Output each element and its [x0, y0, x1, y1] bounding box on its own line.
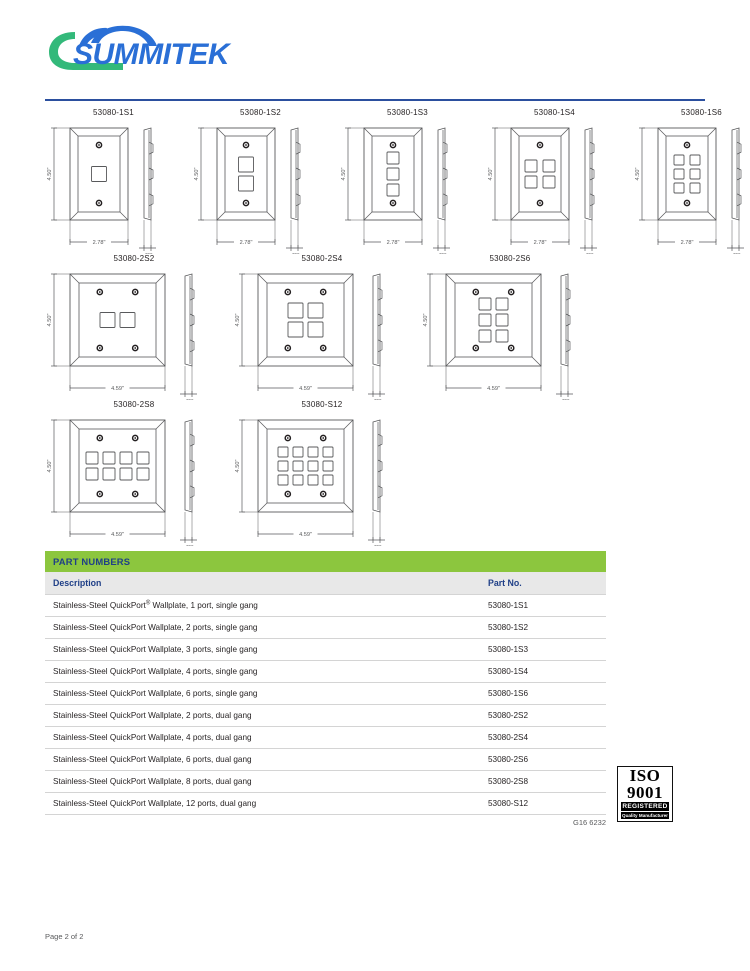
table-row — [45, 727, 606, 749]
iso-label: ISO — [629, 766, 661, 785]
part-numbers-caption: PART NUMBERS — [45, 551, 606, 572]
drawing-title: 53080-1S1 — [93, 108, 134, 117]
svg-text:4.50": 4.50" — [47, 167, 53, 181]
cell-description: Stainless-Steel QuickPort Wallplate, 3 ports, single gang — [45, 639, 482, 661]
registered-trademark-symbol: ® — [145, 600, 151, 607]
svg-text:2.78": 2.78" — [386, 240, 400, 246]
cell-part-no: 53080-2S8 — [482, 771, 606, 793]
iso-registered-label: REGISTERED — [622, 803, 668, 810]
table-row — [45, 639, 606, 661]
drawing-figure — [334, 120, 481, 254]
cell-part-no: 53080-2S4 — [482, 727, 606, 749]
svg-text:4.59": 4.59" — [487, 386, 500, 392]
table-row — [45, 749, 606, 771]
table-row — [45, 793, 606, 815]
wallplate-drawing-53080-1S6 — [628, 108, 750, 254]
drawing-figure — [228, 266, 416, 400]
summitek-logo — [45, 22, 325, 74]
drawing-row — [40, 108, 722, 254]
page-number-footer: Page 2 of 2 — [45, 932, 84, 941]
iso-9001-badge — [617, 766, 673, 822]
svg-text:4.50": 4.50" — [341, 167, 347, 181]
cell-description: Stainless-Steel QuickPort Wallplate, 4 ports, dual gang — [45, 727, 482, 749]
table-row — [45, 661, 606, 683]
svg-text:4.50": 4.50" — [235, 313, 241, 327]
svg-text:4.59": 4.59" — [111, 386, 124, 392]
wallplate-drawing-53080-2S2 — [40, 254, 228, 400]
wallplate-drawing-53080-1S3 — [334, 108, 481, 254]
cell-part-no: 53080-1S4 — [482, 661, 606, 683]
drawing-title: 53080-2S6 — [489, 254, 531, 263]
cell-description: Stainless-Steel QuickPort Wallplate, 2 ports, dual gang — [45, 705, 482, 727]
svg-text:2.78": 2.78" — [92, 240, 106, 246]
column-header-description: Description — [45, 572, 482, 595]
drawing-title: 53080-2S2 — [113, 254, 155, 263]
svg-text:4.50": 4.50" — [635, 167, 641, 181]
svg-text:.45" — [184, 545, 194, 546]
table-row — [45, 617, 606, 639]
drawing-row — [40, 254, 710, 400]
svg-text:4.50": 4.50" — [47, 313, 53, 327]
wallplate-drawing-53080-2S8 — [40, 400, 228, 546]
cell-description: Stainless-Steel QuickPort Wallplate, 4 ports, single gang — [45, 661, 482, 683]
wallplate-drawing-53080-2S6 — [416, 254, 604, 400]
cell-description: Stainless-Steel QuickPort Wallplate, 6 ports, single gang — [45, 683, 482, 705]
logo-wordmark: SUMMITEK — [73, 38, 229, 71]
svg-text:4.50": 4.50" — [194, 167, 200, 181]
svg-text:4.50": 4.50" — [235, 459, 241, 473]
svg-text:4.59": 4.59" — [299, 532, 312, 538]
drawing-figure — [40, 412, 228, 546]
drawing-figure — [40, 266, 228, 400]
svg-text:.45" — [372, 545, 382, 546]
svg-text:.45" — [560, 399, 570, 400]
cell-part-no: 53080-S12 — [482, 793, 606, 815]
cell-part-no: 53080-1S2 — [482, 617, 606, 639]
svg-text:4.50": 4.50" — [423, 313, 429, 327]
svg-text:2.78": 2.78" — [239, 240, 253, 246]
cell-description: Stainless-Steel QuickPort Wallplate, 8 ports, dual gang — [45, 771, 482, 793]
cell-description: Stainless-Steel QuickPort Wallplate, 2 ports, single gang — [45, 617, 482, 639]
drawing-figure — [40, 120, 187, 254]
wallplate-drawing-53080-1S2 — [187, 108, 334, 254]
cell-description: Stainless-Steel QuickPort Wallplate, 6 ports, dual gang — [45, 749, 482, 771]
wallplate-drawing-53080-S12 — [228, 400, 416, 546]
drawing-title: 53080-S12 — [301, 400, 343, 409]
drawing-row — [40, 400, 710, 546]
wallplate-drawing-53080-1S4 — [481, 108, 628, 254]
svg-text:4.50": 4.50" — [47, 459, 53, 473]
wallplate-drawing-53080-1S1 — [40, 108, 187, 254]
drawing-figure — [416, 266, 604, 400]
page-header — [0, 0, 750, 72]
iso-standard-number: 9001 — [627, 783, 663, 802]
svg-text:2.78": 2.78" — [680, 240, 694, 246]
svg-text:4.59": 4.59" — [299, 386, 312, 392]
table-header-row — [45, 572, 606, 595]
drawing-figure — [628, 120, 750, 254]
table-row — [45, 705, 606, 727]
part-numbers-table — [45, 551, 606, 815]
cell-description: Stainless-Steel QuickPort Wallplate, 12 ports, dual gang — [45, 793, 482, 815]
iso-subtitle: Quality Manufacturer — [622, 813, 668, 818]
cell-description: Stainless-Steel QuickPort® Wallplate, 1 port, single gang — [45, 595, 482, 617]
drawing-title: 53080-1S3 — [387, 108, 428, 117]
drawing-figure — [187, 120, 334, 254]
column-header-part-no: Part No. — [482, 572, 606, 595]
wallplate-drawing-53080-2S4 — [228, 254, 416, 400]
cell-part-no: 53080-2S2 — [482, 705, 606, 727]
cell-part-no: 53080-1S3 — [482, 639, 606, 661]
drawing-title: 53080-2S8 — [113, 400, 155, 409]
svg-text:2.78": 2.78" — [533, 240, 547, 246]
drawing-figure — [228, 412, 416, 546]
cell-part-no: 53080-2S6 — [482, 749, 606, 771]
svg-text:.45" — [731, 253, 741, 254]
document-code: G16 6232 — [573, 818, 606, 827]
drawing-title: 53080-2S4 — [301, 254, 343, 263]
drawing-figure — [481, 120, 628, 254]
table-row — [45, 683, 606, 705]
table-row — [45, 771, 606, 793]
drawing-title: 53080-1S2 — [240, 108, 281, 117]
svg-text:4.59": 4.59" — [111, 532, 124, 538]
drawing-title: 53080-1S4 — [534, 108, 575, 117]
wallplate-drawings — [40, 108, 722, 546]
table-row — [45, 595, 606, 617]
cell-part-no: 53080-1S1 — [482, 595, 606, 617]
logo-svg — [45, 22, 305, 74]
cell-part-no: 53080-1S6 — [482, 683, 606, 705]
header-divider — [45, 99, 705, 101]
table-body — [45, 595, 606, 815]
drawing-title: 53080-1S6 — [681, 108, 722, 117]
svg-text:4.50": 4.50" — [488, 167, 494, 181]
